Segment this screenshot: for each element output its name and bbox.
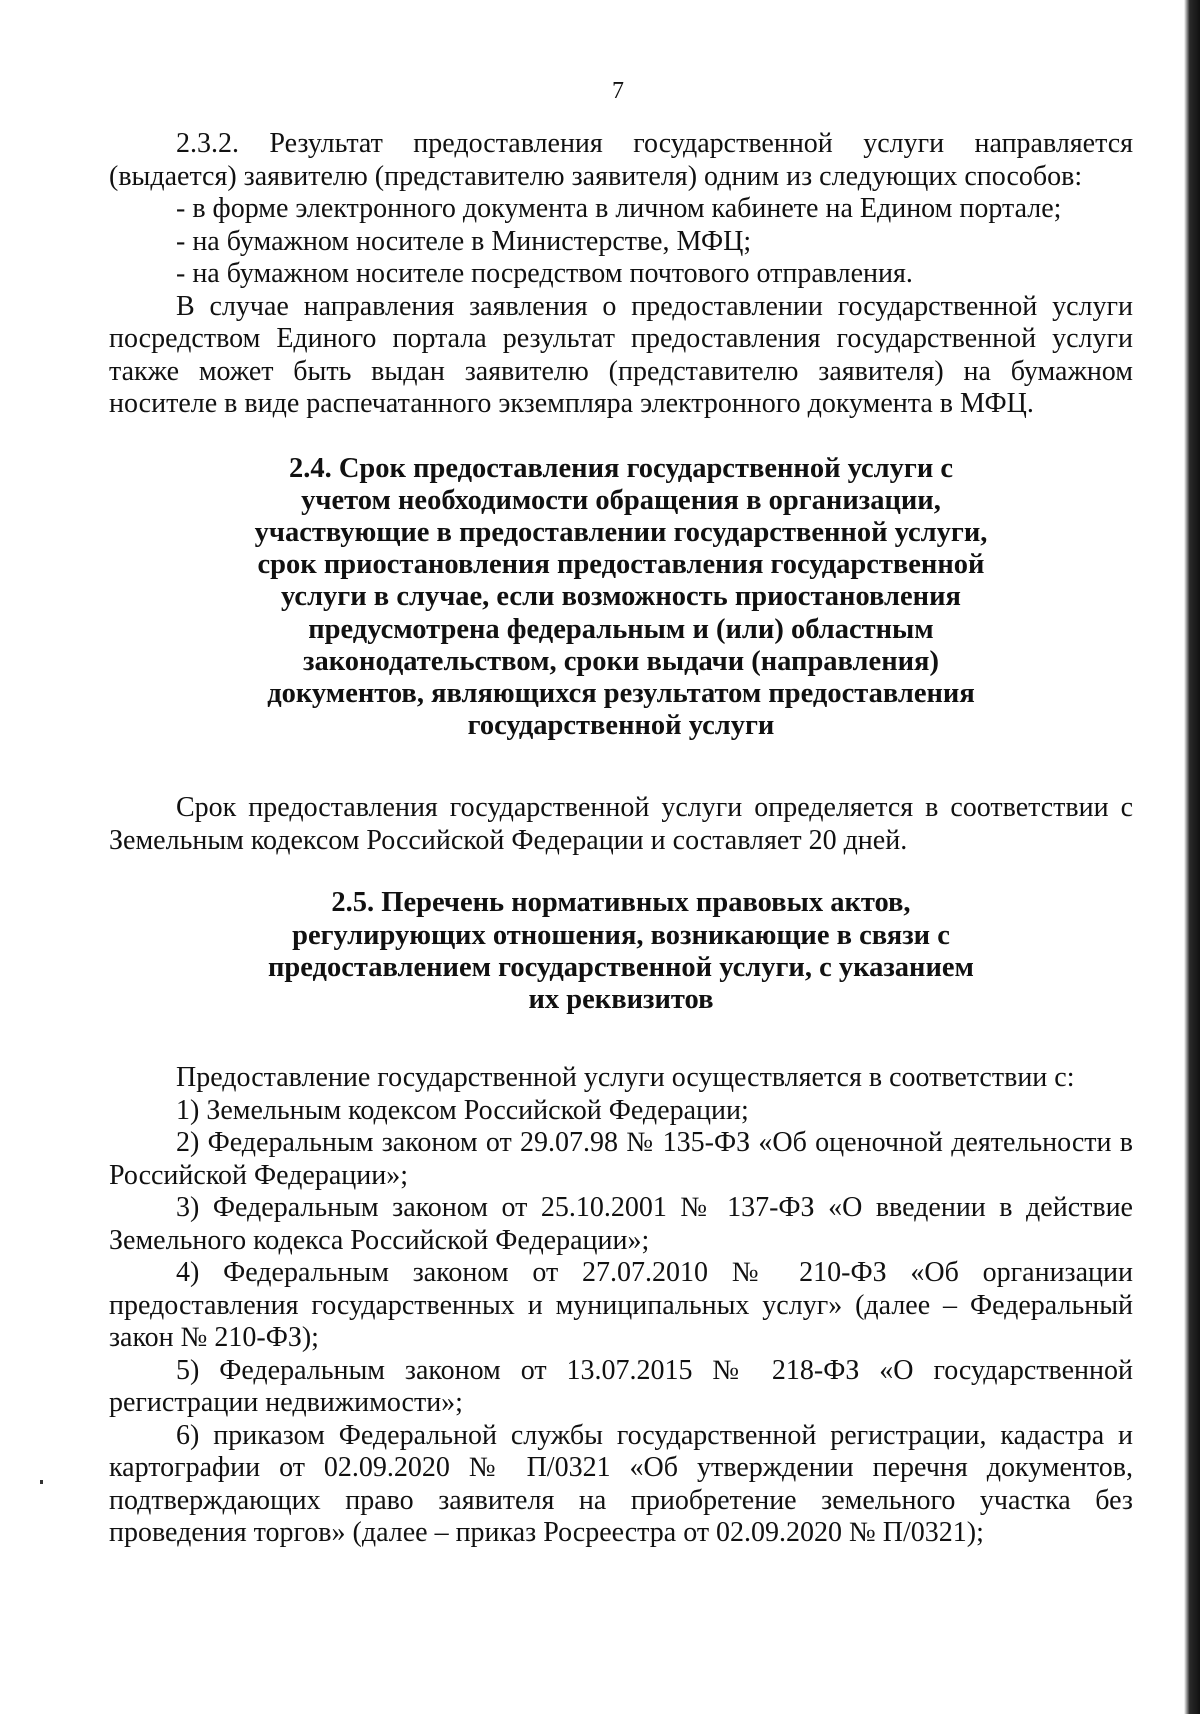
list-item: 3) Федеральным законом от 25.10.2001 № 137-ФЗ «О введении в действие Земельного кодекса Российской Федерации»; <box>109 1192 1133 1256</box>
list-item: 4) Федеральным законом от 27.07.2010 № 210-ФЗ «Об организации предоставления государственных и муниципальных услуг» (далее – Федеральный закон № 210-ФЗ); <box>109 1257 1133 1354</box>
paragraph-25-intro: Предоставление государственной услуги осуществляется в соответствии с: <box>176 1062 1075 1094</box>
list-item: 2) Федеральным законом от 29.07.98 № 135-ФЗ «Об оценочной деятельности в Российской Федерации»; <box>109 1127 1133 1191</box>
list-item: 5) Федеральным законом от 13.07.2015 № 218-ФЗ «О государственной регистрации недвижимости»; <box>109 1354 1133 1419</box>
list-item: - на бумажном носителе посредством почтового отправления. <box>176 258 913 289</box>
list-item: 6) приказом Федеральной службы государственной регистрации, кадастра и картографии от 02.09.2020 № П/0321 «Об утверждении перечня документов, подтверждающих право заявителя на приобретение земельного участка без проведения торгов» (далее – приказ Росреестра от 02.09.2020 № П/0321); <box>109 1419 1133 1549</box>
paragraph-24-text: Срок предоставления государственной услуги определяется в соответствии с Земельным кодексом Российской Федерации и составляет 20 дней. <box>109 792 1133 856</box>
list-item: 1) Земельным кодексом Российской Федерации; <box>176 1094 749 1126</box>
section-heading-2-5: 2.5. Перечень нормативных правовых актов, регулирующих отношения, возникающие в связи с предоставлением государственной услуги, с указанием их реквизитов <box>268 887 974 1015</box>
section-heading-2-4: 2.4. Срок предоставления государственной услуги с учетом необходимости обращения в организации, участвующие в предоставлении государственной услуги, срок приостановления предоставления государственной услуги в случае, если возможность приостановления предусмотрена федеральным и (или) областным законодательством, сроки выдачи (направления) документов, являющихся результатом предоставления государственной услуги <box>254 452 988 742</box>
scan-speck <box>40 1480 43 1484</box>
document-body <box>109 128 1133 1550</box>
paragraph-232-note: В случае направления заявления о предоставлении государственной услуги посредством Единого портала результат предоставления государственной услуги также может быть выдан заявителю (представителю заявителя) на бумажном носителе в виде распечатанного экземпляра электронного документа в МФЦ. <box>109 290 1133 419</box>
paragraph-232-intro: 2.3.2. Результат предоставления государственной услуги направляется (выдается) заявителю (представителю заявителя) одним из следующих способов: <box>109 128 1133 192</box>
scan-border <box>1184 0 1200 1714</box>
list-item: - в форме электронного документа в личном кабинете на Едином портале; <box>176 193 1062 224</box>
list-item: - на бумажном носителе в Министерстве, МФЦ; <box>176 225 752 257</box>
page-number: 7 <box>612 78 624 104</box>
